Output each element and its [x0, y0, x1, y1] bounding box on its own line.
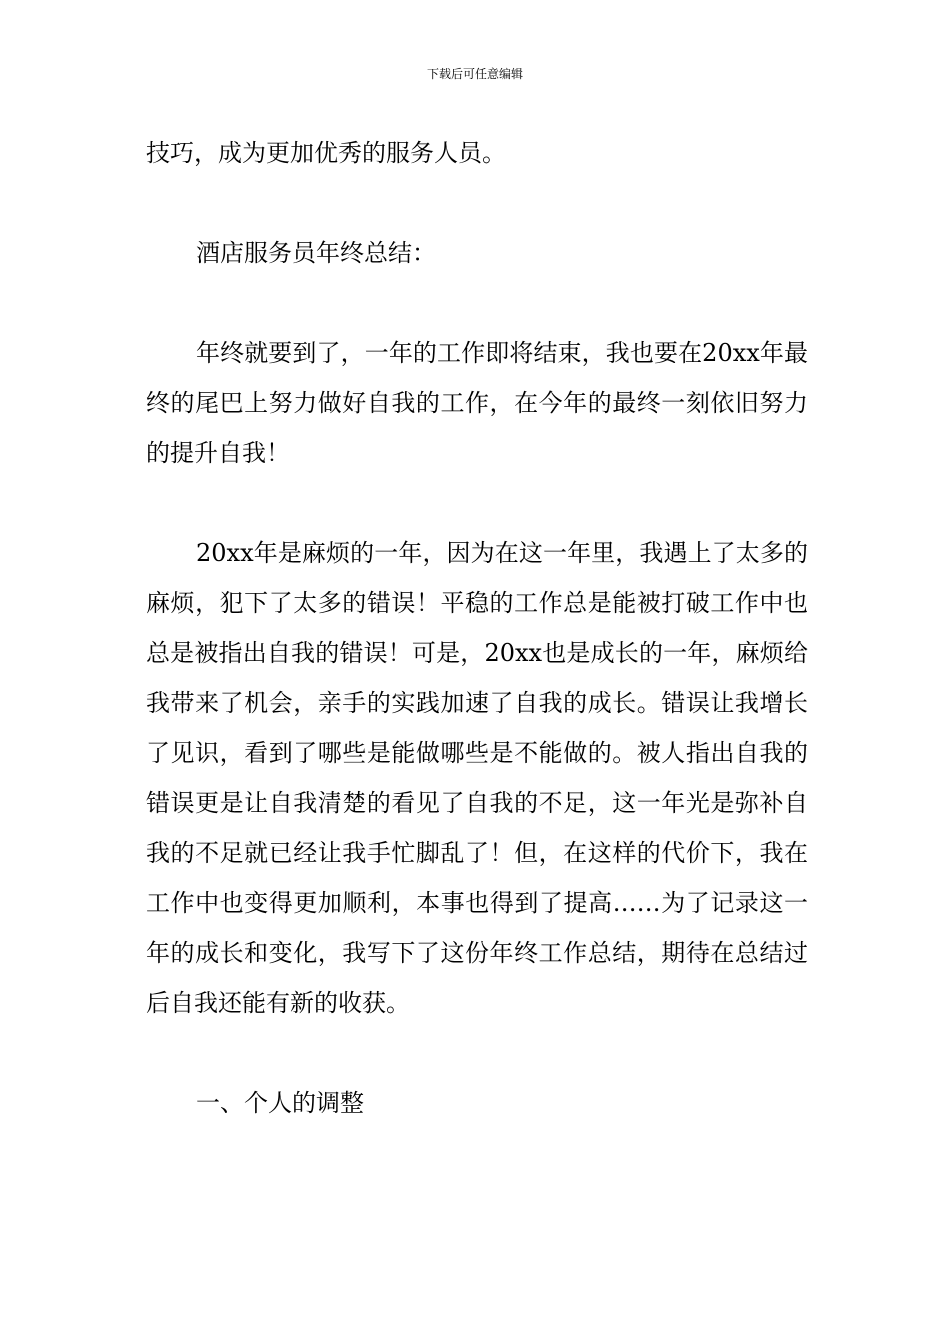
section-title: 酒店服务员年终总结：: [196, 239, 436, 267]
document-body: [146, 128, 808, 1128]
paragraph-intro: 年终就要到了，一年的工作即将结束，我也要在20xx年最终的尾巴上努力做好自我的工作，在今年的最终一刻依旧努力的提升自我！: [146, 339, 808, 467]
heading-personal-adjustment: 一、个人的调整: [196, 1089, 364, 1117]
paragraph-review: 20xx年是麻烦的一年，因为在这一年里，我遇上了太多的麻烦，犯下了太多的错误！平稳的工作总是能被打破工作中也总是被指出自我的错误！可是，20xx也是成长的一年，麻烦给我带来了机会，亲手的实践加速了自我的成长。错误让我增长了见识，看到了哪些是能做哪些是不能做的。被人指出自我的错误更是让自我清楚的看见了自我的不足，这一年光是弥补自我的不足就已经让我手忙脚乱了！但，在这样的代价下，我在工作中也变得更加顺利，本事也得到了提高……为了记录这一年的成长和变化，我写下了这份年终工作总结，期待在总结过后自我还能有新的收获。: [146, 539, 808, 1017]
page-header: 下载后可任意编辑: [426, 67, 523, 81]
paragraph-continuation: 技巧，成为更加优秀的服务人员。: [146, 139, 506, 167]
